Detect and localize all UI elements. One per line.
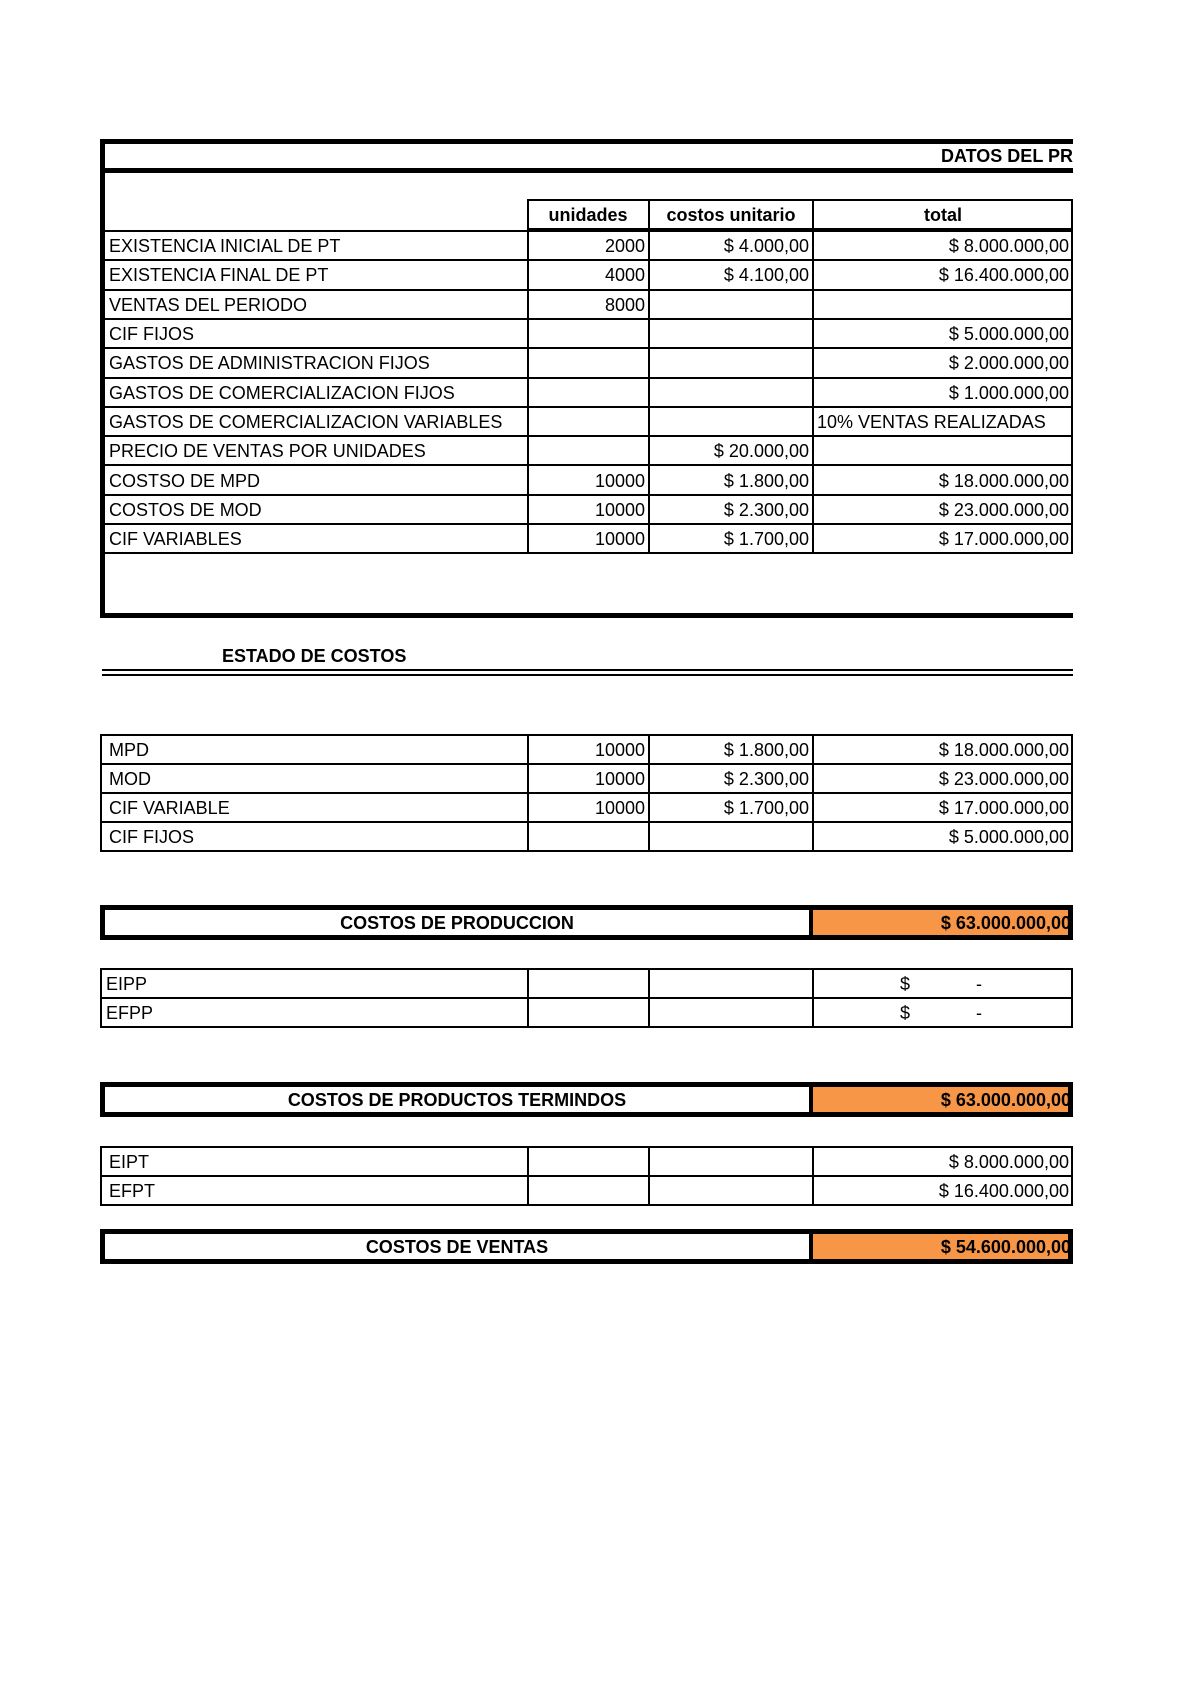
cell-label: PRECIO DE VENTAS POR UNIDADES bbox=[109, 441, 426, 462]
cell-total: $ 5.000.000,00 bbox=[948, 827, 1069, 847]
cell-unitario bbox=[649, 349, 813, 377]
terminados-value: $ 63.000.000,00 bbox=[940, 1089, 1071, 1110]
cell-unidades: 10000 bbox=[594, 529, 645, 550]
header-unidades: unidades bbox=[548, 204, 628, 225]
header-costo-unitario: costos unitario bbox=[666, 204, 796, 225]
cell-total: $ 18.000.000,00 bbox=[938, 740, 1069, 760]
cell-unidades: 10000 bbox=[594, 499, 645, 520]
cell-unidades bbox=[527, 349, 649, 377]
cell-unidades: 8000 bbox=[604, 294, 645, 315]
cell-unitario: $ 1.800,00 bbox=[723, 740, 809, 760]
cell-label: EFPT bbox=[109, 1181, 156, 1201]
frame-title-bottom bbox=[100, 168, 1073, 173]
cell-label: CIF VARIABLE bbox=[109, 798, 230, 818]
cell-unitario: $ 1.700,00 bbox=[723, 529, 809, 550]
cell-label: GASTOS DE ADMINISTRACION FIJOS bbox=[109, 353, 430, 374]
cell-label: EXISTENCIA FINAL DE PT bbox=[109, 265, 329, 286]
cell-unitario bbox=[649, 408, 813, 436]
cell-currency-symbol: $ bbox=[900, 1003, 911, 1023]
cell-total: $ 23.000.000,00 bbox=[938, 499, 1069, 520]
cell-unitario: $ 2.300,00 bbox=[723, 769, 809, 789]
cell-total: $ 2.000.000,00 bbox=[948, 353, 1069, 374]
cell-unitario bbox=[649, 291, 813, 319]
cell-label: MPD bbox=[109, 740, 149, 760]
cell-dash: - bbox=[976, 1003, 982, 1023]
cell-label: CIF FIJOS bbox=[109, 324, 194, 345]
cell-unitario bbox=[649, 379, 813, 407]
ventas-value: $ 54.600.000,00 bbox=[940, 1236, 1071, 1257]
cell-unidades bbox=[527, 408, 649, 436]
cell-unitario bbox=[649, 823, 813, 851]
title-underline-1 bbox=[102, 669, 1073, 671]
cell-total bbox=[813, 437, 1073, 465]
cell-total: $ 5.000.000,00 bbox=[948, 324, 1069, 345]
cell-unidades bbox=[527, 437, 649, 465]
header-total: total bbox=[924, 204, 962, 225]
cell-total bbox=[813, 291, 1073, 319]
cell-unidades: 10000 bbox=[594, 470, 645, 491]
cell-unitario: $ 4.000,00 bbox=[723, 236, 809, 257]
estado-title: ESTADO DE COSTOS bbox=[222, 646, 407, 666]
cell-label: COSTOS DE MOD bbox=[109, 499, 262, 520]
ventas-label: COSTOS DE VENTAS bbox=[365, 1236, 549, 1257]
cell-unidades bbox=[527, 320, 649, 348]
cell-unitario: $ 2.300,00 bbox=[723, 499, 809, 520]
cell-unidades: 2000 bbox=[604, 236, 645, 257]
cell-unidades bbox=[527, 823, 649, 851]
cell-total: $ 1.000.000,00 bbox=[948, 382, 1069, 403]
cell-label: VENTAS DEL PERIODO bbox=[109, 294, 308, 315]
cell-total: $ 17.000.000,00 bbox=[938, 529, 1069, 550]
cell-total: $ 16.400.000,00 bbox=[938, 265, 1069, 286]
cell-total: $ 8.000.000,00 bbox=[948, 236, 1069, 257]
cell-unitario: $ 1.800,00 bbox=[723, 470, 809, 491]
cell-unitario: $ 4.100,00 bbox=[723, 265, 809, 286]
cell-label: EFPP bbox=[106, 1003, 154, 1023]
cell-unidades: 10000 bbox=[594, 769, 645, 789]
cell-label: CIF VARIABLES bbox=[109, 529, 242, 550]
cell-label: GASTOS DE COMERCIALIZACION FIJOS bbox=[109, 382, 455, 403]
cell-label: COSTSO DE MPD bbox=[109, 470, 261, 491]
produccion-value: $ 63.000.000,00 bbox=[940, 912, 1071, 933]
cell-label: EIPT bbox=[109, 1152, 150, 1172]
datos-title: DATOS DEL PR bbox=[940, 146, 1073, 166]
cell-total: $ 8.000.000,00 bbox=[948, 1152, 1069, 1172]
produccion-label: COSTOS DE PRODUCCION bbox=[340, 912, 574, 933]
cell-unitario: $ 20.000,00 bbox=[713, 441, 809, 462]
cell-label: CIF FIJOS bbox=[109, 827, 194, 847]
cell-unidades: 10000 bbox=[594, 740, 645, 760]
cell-total: $ 23.000.000,00 bbox=[938, 769, 1069, 789]
frame-bottom bbox=[100, 613, 1073, 618]
cell-total: $ 16.400.000,00 bbox=[938, 1181, 1069, 1201]
cell-label: MOD bbox=[109, 769, 151, 789]
cell-currency-symbol: $ bbox=[900, 974, 911, 994]
terminados-label: COSTOS DE PRODUCTOS TERMINDOS bbox=[287, 1089, 627, 1110]
cell-unidades: 4000 bbox=[604, 265, 645, 286]
cell-unitario bbox=[649, 320, 813, 348]
title-underline-2 bbox=[102, 674, 1073, 676]
cell-unidades: 10000 bbox=[594, 798, 645, 818]
cell-unitario: $ 1.700,00 bbox=[723, 798, 809, 818]
cell-label: GASTOS DE COMERCIALIZACION VARIABLES bbox=[109, 411, 503, 432]
cell-label: EXISTENCIA INICIAL DE PT bbox=[109, 236, 341, 257]
cell-total: 10% VENTAS REALIZADAS bbox=[817, 411, 1046, 432]
cell-unidades bbox=[527, 379, 649, 407]
cell-dash: - bbox=[976, 974, 982, 994]
cell-total: $ 18.000.000,00 bbox=[938, 470, 1069, 491]
cell-total: $ 17.000.000,00 bbox=[938, 798, 1069, 818]
cell-label: EIPP bbox=[106, 974, 148, 994]
